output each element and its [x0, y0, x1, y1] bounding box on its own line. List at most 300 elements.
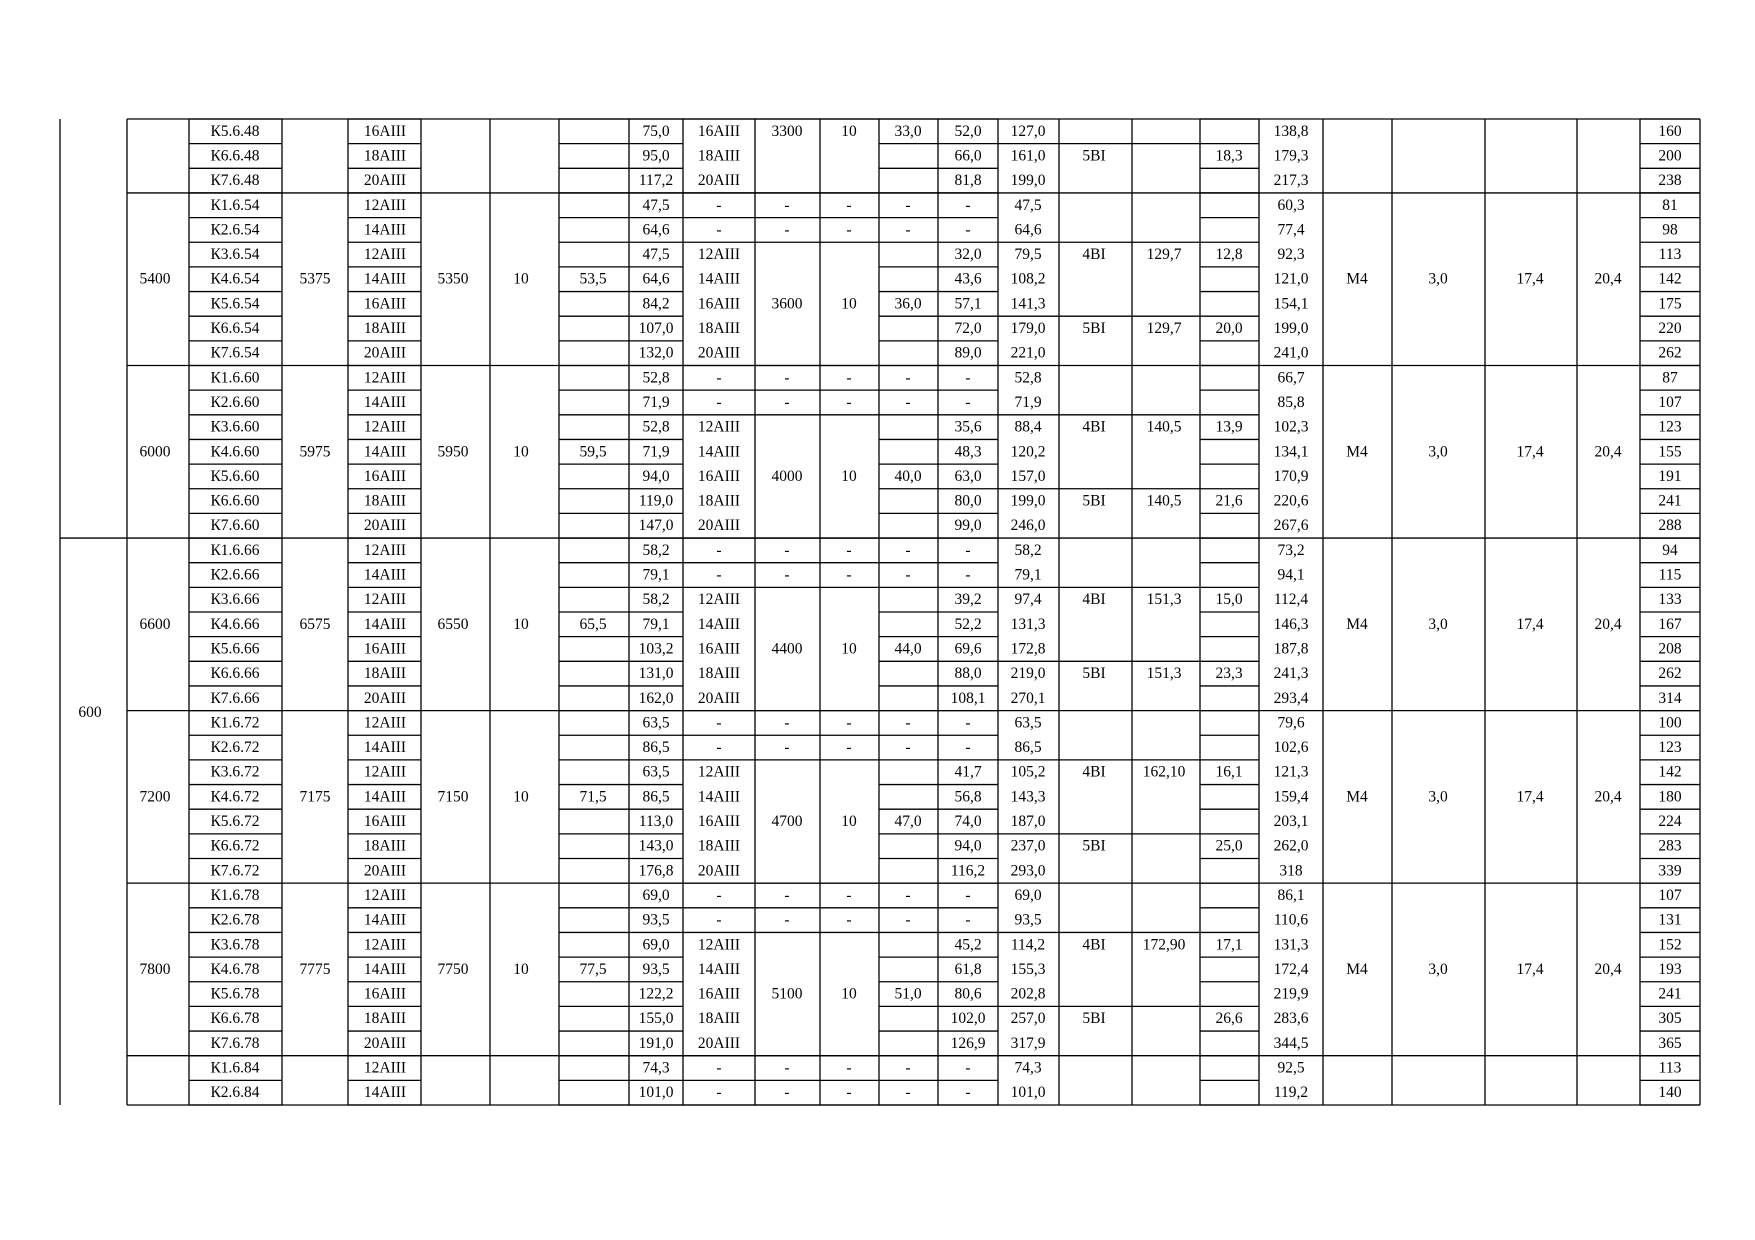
value-cell-c12: 36,0 — [894, 295, 922, 313]
group-cell-c20: 17,4 — [1516, 443, 1544, 461]
group-cell-len: 7200 — [139, 788, 171, 806]
group-cell-c21: 20,4 — [1594, 960, 1622, 978]
value-cell-c11: - — [846, 221, 852, 239]
value-cell-c17: 262,0 — [1273, 837, 1309, 855]
value-cell-c22: 142 — [1658, 270, 1682, 288]
value-cell-c8: 93,5 — [642, 960, 670, 978]
group-cell-c7a: 10 — [513, 270, 529, 288]
value-cell-c8: 64,6 — [642, 221, 670, 239]
rebar-cell: 16АIII — [363, 985, 407, 1003]
product-mark-cell: К7.6.72 — [210, 862, 260, 880]
value-cell-c14: 179,0 — [1010, 320, 1046, 338]
value-cell-c13: - — [965, 369, 971, 387]
value-cell-c10: 3600 — [771, 295, 803, 313]
value-cell-c17: 121,0 — [1273, 270, 1309, 288]
value-cell-c8: 122,2 — [638, 985, 674, 1003]
product-mark-cell: К2.6.66 — [210, 566, 260, 584]
rebar-cell: 14АIII — [363, 566, 407, 584]
value-cell-c16: 129,7 — [1146, 320, 1182, 338]
group-cell-len: 5400 — [139, 270, 171, 288]
value-cell-c8: 94,0 — [642, 467, 670, 485]
group-cell-c20: 17,4 — [1516, 270, 1544, 288]
value-cell-c10: - — [784, 196, 790, 214]
value-cell-c8: 63,5 — [642, 763, 670, 781]
value-cell-c17: 203,1 — [1273, 813, 1309, 831]
value-cell-c22: 131 — [1658, 911, 1682, 929]
rebar-cell: 14АIII — [363, 443, 407, 461]
value-cell-c8: 71,9 — [642, 443, 670, 461]
value-cell-c13: 48,3 — [954, 443, 982, 461]
value-cell-c11: - — [846, 1084, 852, 1102]
value-cell-c16: 172,90 — [1142, 936, 1186, 954]
value-cell-c17: 219,9 — [1273, 985, 1309, 1003]
group-cell-c18: М4 — [1346, 960, 1368, 978]
value-cell-c8: 79,1 — [642, 566, 670, 584]
value-cell-c9: 20АIII — [697, 689, 741, 707]
value-cell-c9: 14АIII — [697, 788, 741, 806]
product-mark-cell: К2.6.60 — [210, 393, 260, 411]
value-cell-c11: - — [846, 566, 852, 584]
group-cell-c19: 3,0 — [1428, 788, 1448, 806]
value-cell-c16b: 25,0 — [1215, 837, 1243, 855]
value-cell-c14: 52,8 — [1014, 369, 1042, 387]
group-cell-c18: М4 — [1346, 443, 1368, 461]
value-cell-c17: 60,3 — [1277, 196, 1305, 214]
value-cell-c22: 305 — [1658, 1010, 1682, 1028]
value-cell-c13: 45,2 — [954, 936, 982, 954]
value-cell-c17: 344,5 — [1273, 1034, 1309, 1052]
value-cell-c22: 140 — [1658, 1084, 1682, 1102]
value-cell-c17: 92,5 — [1277, 1059, 1305, 1077]
group-cell-c7b: 77,5 — [579, 960, 607, 978]
value-cell-c17: 77,4 — [1277, 221, 1305, 239]
value-cell-c22: 193 — [1658, 960, 1682, 978]
value-cell-c8: 58,2 — [642, 591, 670, 609]
value-cell-c14: 143,3 — [1010, 788, 1046, 806]
product-mark-cell: К5.6.78 — [210, 985, 260, 1003]
value-cell-c14: 64,6 — [1014, 221, 1042, 239]
value-cell-c13: 89,0 — [954, 344, 982, 362]
value-cell-c9: 18АIII — [697, 492, 741, 510]
value-cell-c13: - — [965, 566, 971, 584]
value-cell-c10: - — [784, 221, 790, 239]
value-cell-c12: - — [905, 886, 911, 904]
value-cell-c17: 267,6 — [1273, 517, 1309, 535]
value-cell-c8: 69,0 — [642, 886, 670, 904]
value-cell-c10: - — [784, 566, 790, 584]
product-mark-cell: К1.6.60 — [210, 369, 260, 387]
rebar-cell: 12АIII — [363, 541, 407, 559]
value-cell-c11: - — [846, 393, 852, 411]
product-mark-cell: К6.6.72 — [210, 837, 260, 855]
value-cell-c13: 80,6 — [954, 985, 982, 1003]
rebar-cell: 14АIII — [363, 739, 407, 757]
group-cell-c6: 6550 — [437, 615, 469, 633]
group-cell-c6: 7150 — [437, 788, 469, 806]
product-mark-cell: К4.6.78 — [210, 960, 260, 978]
group-cell-c4: 5375 — [299, 270, 331, 288]
value-cell-c14: 293,0 — [1010, 862, 1046, 880]
value-cell-c15: 5ВI — [1082, 147, 1106, 165]
value-cell-c9: 14АIII — [697, 615, 741, 633]
value-cell-c14: 97,4 — [1014, 591, 1042, 609]
value-cell-c13: 41,7 — [954, 763, 982, 781]
rebar-cell: 16АIII — [363, 467, 407, 485]
value-cell-c16b: 16,1 — [1215, 763, 1243, 781]
value-cell-c15: 4ВI — [1082, 591, 1106, 609]
group-cell-c7b: 65,5 — [579, 615, 607, 633]
value-cell-c14: 131,3 — [1010, 615, 1046, 633]
value-cell-c17: 112,4 — [1273, 591, 1309, 609]
value-cell-c16b: 15,0 — [1215, 591, 1243, 609]
group-cell-c7b: 71,5 — [579, 788, 607, 806]
value-cell-c17: 170,9 — [1273, 467, 1309, 485]
value-cell-c13: 74,0 — [954, 813, 982, 831]
value-cell-c17: 283,6 — [1273, 1010, 1309, 1028]
value-cell-c8: 103,2 — [638, 640, 674, 658]
value-cell-c13: - — [965, 886, 971, 904]
product-mark-cell: К2.6.54 — [210, 221, 260, 239]
value-cell-c14: 114,2 — [1010, 936, 1046, 954]
value-cell-c17: 146,3 — [1273, 615, 1309, 633]
value-cell-c11: 10 — [841, 640, 857, 658]
value-cell-c13: 61,8 — [954, 960, 982, 978]
value-cell-c10: - — [784, 541, 790, 559]
value-cell-c17: 121,3 — [1273, 763, 1309, 781]
rebar-cell: 14АIII — [363, 1084, 407, 1102]
value-cell-c16b: 18,3 — [1215, 147, 1243, 165]
value-cell-c14: 74,3 — [1014, 1059, 1042, 1077]
value-cell-c8: 79,1 — [642, 615, 670, 633]
value-cell-c9: 16АIII — [697, 985, 741, 1003]
group-cell-c7a: 10 — [513, 788, 529, 806]
value-cell-c17: 241,0 — [1273, 344, 1309, 362]
value-cell-c10: 3300 — [771, 122, 803, 140]
value-cell-c22: 160 — [1658, 122, 1682, 140]
value-cell-c14: 172,8 — [1010, 640, 1046, 658]
value-cell-c10: 5100 — [771, 985, 803, 1003]
value-cell-c17: 66,7 — [1277, 369, 1305, 387]
value-cell-c12: 51,0 — [894, 985, 922, 1003]
value-cell-c22: 123 — [1658, 418, 1682, 436]
rebar-cell: 14АIII — [363, 960, 407, 978]
value-cell-c22: 113 — [1658, 246, 1682, 264]
group-cell-c6: 5350 — [437, 270, 469, 288]
group-cell-c21: 20,4 — [1594, 788, 1622, 806]
value-cell-c14: 58,2 — [1014, 541, 1042, 559]
value-cell-c17: 73,2 — [1277, 541, 1305, 559]
table-grid-lines — [60, 119, 1700, 1105]
value-cell-c8: 64,6 — [642, 270, 670, 288]
value-cell-c9: - — [716, 714, 722, 732]
value-cell-c13: 94,0 — [954, 837, 982, 855]
value-cell-c12: - — [905, 196, 911, 214]
value-cell-c13: 116,2 — [950, 862, 986, 880]
value-cell-c11: 10 — [841, 122, 857, 140]
value-cell-c16: 140,5 — [1146, 418, 1182, 436]
value-cell-c22: 283 — [1658, 837, 1682, 855]
value-cell-c13: 43,6 — [954, 270, 982, 288]
value-cell-c22: 81 — [1662, 196, 1678, 214]
value-cell-c22: 191 — [1658, 467, 1682, 485]
group-cell-c20: 17,4 — [1516, 960, 1544, 978]
value-cell-c22: 220 — [1658, 320, 1682, 338]
value-cell-c22: 167 — [1658, 615, 1682, 633]
rebar-cell: 18АIII — [363, 1010, 407, 1028]
value-cell-c17: 94,1 — [1277, 566, 1305, 584]
value-cell-c9: - — [716, 393, 722, 411]
group-cell-c6: 7750 — [437, 960, 469, 978]
product-mark-cell: К6.6.78 — [210, 1010, 260, 1028]
group-cell-c18: М4 — [1346, 615, 1368, 633]
value-cell-c14: 199,0 — [1010, 172, 1046, 190]
value-cell-c12: 44,0 — [894, 640, 922, 658]
value-cell-c12: - — [905, 369, 911, 387]
product-mark-cell: К1.6.78 — [210, 886, 260, 904]
value-cell-c14: 69,0 — [1014, 886, 1042, 904]
rebar-cell: 12АIII — [363, 886, 407, 904]
rebar-cell: 20АIII — [363, 862, 407, 880]
product-mark-cell: К5.6.54 — [210, 295, 260, 313]
value-cell-c9: - — [716, 196, 722, 214]
product-mark-cell: К1.6.84 — [210, 1059, 260, 1077]
value-cell-c17: 79,6 — [1277, 714, 1305, 732]
rebar-cell: 14АIII — [363, 393, 407, 411]
value-cell-c9: 14АIII — [697, 443, 741, 461]
value-cell-c13: - — [965, 1059, 971, 1077]
value-cell-c9: 16АIII — [697, 813, 741, 831]
value-cell-c17: 172,4 — [1273, 960, 1309, 978]
value-cell-c8: 86,5 — [642, 739, 670, 757]
value-cell-c9: 12АIII — [697, 936, 741, 954]
value-cell-c9: - — [716, 221, 722, 239]
group-cell-c21: 20,4 — [1594, 615, 1622, 633]
value-cell-c22: 241 — [1658, 492, 1682, 510]
value-cell-c16b: 21,6 — [1215, 492, 1243, 510]
value-cell-c17: 217,3 — [1273, 172, 1309, 190]
value-cell-c22: 98 — [1662, 221, 1678, 239]
value-cell-c14: 120,2 — [1010, 443, 1046, 461]
product-mark-cell: К4.6.60 — [210, 443, 260, 461]
value-cell-c22: 314 — [1658, 689, 1682, 707]
value-cell-c9: 20АIII — [697, 517, 741, 535]
value-cell-c8: 176,8 — [638, 862, 674, 880]
value-cell-c14: 93,5 — [1014, 911, 1042, 929]
value-cell-c22: 365 — [1658, 1034, 1682, 1052]
value-cell-c14: 202,8 — [1010, 985, 1046, 1003]
product-mark-cell: К2.6.78 — [210, 911, 260, 929]
value-cell-c14: 155,3 — [1010, 960, 1046, 978]
value-cell-c12: - — [905, 911, 911, 929]
value-cell-c15: 4ВI — [1082, 936, 1106, 954]
product-mark-cell: К3.6.78 — [210, 936, 260, 954]
value-cell-c8: 47,5 — [642, 246, 670, 264]
value-cell-c11: - — [846, 1059, 852, 1077]
value-cell-c14: 246,0 — [1010, 517, 1046, 535]
value-cell-c10: - — [784, 714, 790, 732]
value-cell-c14: 71,9 — [1014, 393, 1042, 411]
value-cell-c15: 5ВI — [1082, 837, 1106, 855]
product-mark-cell: К7.6.60 — [210, 517, 260, 535]
value-cell-c11: - — [846, 196, 852, 214]
value-cell-c14: 127,0 — [1010, 122, 1046, 140]
value-cell-c16: 151,3 — [1146, 591, 1182, 609]
value-cell-c13: 52,2 — [954, 615, 982, 633]
value-cell-c11: - — [846, 714, 852, 732]
value-cell-c14: 79,1 — [1014, 566, 1042, 584]
value-cell-c11: - — [846, 369, 852, 387]
rebar-cell: 12АIII — [363, 369, 407, 387]
value-cell-c17: 131,3 — [1273, 936, 1309, 954]
value-cell-c11: 10 — [841, 467, 857, 485]
value-cell-c17: 134,1 — [1273, 443, 1309, 461]
value-cell-c8: 143,0 — [638, 837, 674, 855]
value-cell-c9: 18АIII — [697, 320, 741, 338]
group-cell-c4: 5975 — [299, 443, 331, 461]
value-cell-c9: 16АIII — [697, 122, 741, 140]
value-cell-c22: 241 — [1658, 985, 1682, 1003]
value-cell-c13: 52,0 — [954, 122, 982, 140]
value-cell-c13: 99,0 — [954, 517, 982, 535]
rebar-cell: 14АIII — [363, 615, 407, 633]
group-cell-c20: 17,4 — [1516, 615, 1544, 633]
rebar-cell: 18АIII — [363, 665, 407, 683]
value-cell-c9: - — [716, 1059, 722, 1077]
value-cell-c12: - — [905, 714, 911, 732]
group-cell-c19: 3,0 — [1428, 960, 1448, 978]
group-cell-c19: 3,0 — [1428, 443, 1448, 461]
value-cell-c17: 86,1 — [1277, 886, 1305, 904]
value-cell-c10: - — [784, 739, 790, 757]
rebar-cell: 12АIII — [363, 763, 407, 781]
value-cell-c10: 4400 — [771, 640, 803, 658]
value-cell-c16b: 20,0 — [1215, 320, 1243, 338]
value-cell-c14: 105,2 — [1010, 763, 1046, 781]
value-cell-c22: 200 — [1658, 147, 1682, 165]
group-cell-c20: 17,4 — [1516, 788, 1544, 806]
value-cell-c13: - — [965, 911, 971, 929]
value-cell-c13: 69,6 — [954, 640, 982, 658]
value-cell-c13: - — [965, 714, 971, 732]
value-cell-c15: 5ВI — [1082, 665, 1106, 683]
value-cell-c9: 12АIII — [697, 418, 741, 436]
rebar-cell: 18АIII — [363, 147, 407, 165]
value-cell-c8: 47,5 — [642, 196, 670, 214]
value-cell-c9: 20АIII — [697, 172, 741, 190]
value-cell-c9: 12АIII — [697, 763, 741, 781]
value-cell-c14: 79,5 — [1014, 246, 1042, 264]
value-cell-c9: 18АIII — [697, 147, 741, 165]
value-cell-c8: 131,0 — [638, 665, 674, 683]
value-cell-c8: 74,3 — [642, 1059, 670, 1077]
product-mark-cell: К4.6.54 — [210, 270, 260, 288]
value-cell-c13: 57,1 — [954, 295, 982, 313]
rebar-cell: 20АIII — [363, 344, 407, 362]
value-cell-c8: 162,0 — [638, 689, 674, 707]
value-cell-c16b: 13,9 — [1215, 418, 1243, 436]
value-cell-c14: 187,0 — [1010, 813, 1046, 831]
group-cell-c7a: 10 — [513, 615, 529, 633]
value-cell-c8: 101,0 — [638, 1084, 674, 1102]
value-cell-c13: 32,0 — [954, 246, 982, 264]
value-cell-c11: - — [846, 911, 852, 929]
value-cell-c22: 142 — [1658, 763, 1682, 781]
product-mark-cell: К1.6.54 — [210, 196, 260, 214]
value-cell-c22: 115 — [1658, 566, 1682, 584]
value-cell-c17: 318 — [1279, 862, 1303, 880]
value-cell-c8: 63,5 — [642, 714, 670, 732]
rebar-cell: 12АIII — [363, 418, 407, 436]
value-cell-c9: 12АIII — [697, 591, 741, 609]
value-cell-c13: 56,8 — [954, 788, 982, 806]
value-cell-c17: 102,6 — [1273, 739, 1309, 757]
value-cell-c22: 288 — [1658, 517, 1682, 535]
value-cell-c10: - — [784, 911, 790, 929]
group-cell-c19: 3,0 — [1428, 270, 1448, 288]
value-cell-c17: 92,3 — [1277, 246, 1305, 264]
rebar-cell: 20АIII — [363, 172, 407, 190]
value-cell-c17: 154,1 — [1273, 295, 1309, 313]
value-cell-c16: 151,3 — [1146, 665, 1182, 683]
group-cell-c7b: 59,5 — [579, 443, 607, 461]
value-cell-c10: 4000 — [771, 467, 803, 485]
value-cell-c14: 108,2 — [1010, 270, 1046, 288]
value-cell-c22: 238 — [1658, 172, 1682, 190]
value-cell-c12: - — [905, 1059, 911, 1077]
value-cell-c14: 257,0 — [1010, 1010, 1046, 1028]
value-cell-c9: - — [716, 369, 722, 387]
value-cell-c14: 199,0 — [1010, 492, 1046, 510]
product-mark-cell: К4.6.72 — [210, 788, 260, 806]
value-cell-c11: 10 — [841, 295, 857, 313]
value-cell-c8: 95,0 — [642, 147, 670, 165]
value-cell-c11: - — [846, 739, 852, 757]
value-cell-c9: 20АIII — [697, 1034, 741, 1052]
group-cell-c7a: 10 — [513, 443, 529, 461]
value-cell-c22: 123 — [1658, 739, 1682, 757]
group-cell-c21: 20,4 — [1594, 443, 1622, 461]
rebar-cell: 14АIII — [363, 788, 407, 806]
value-cell-c14: 317,9 — [1010, 1034, 1046, 1052]
value-cell-c16: 129,7 — [1146, 246, 1182, 264]
product-mark-cell: К6.6.60 — [210, 492, 260, 510]
value-cell-c9: 14АIII — [697, 960, 741, 978]
value-cell-c22: 133 — [1658, 591, 1682, 609]
value-cell-c8: 52,8 — [642, 418, 670, 436]
value-cell-c8: 113,0 — [638, 813, 674, 831]
value-cell-c17: 119,2 — [1273, 1084, 1309, 1102]
value-cell-c17: 220,6 — [1273, 492, 1309, 510]
value-cell-c8: 107,0 — [638, 320, 674, 338]
product-mark-cell: К7.6.66 — [210, 689, 260, 707]
rebar-cell: 12АIII — [363, 591, 407, 609]
value-cell-c14: 86,5 — [1014, 739, 1042, 757]
value-cell-c17: 179,3 — [1273, 147, 1309, 165]
product-mark-cell: К3.6.66 — [210, 591, 260, 609]
value-cell-c12: 33,0 — [894, 122, 922, 140]
value-cell-c8: 86,5 — [642, 788, 670, 806]
rebar-cell: 20АIII — [363, 1034, 407, 1052]
value-cell-c17: 187,8 — [1273, 640, 1309, 658]
value-cell-c10: - — [784, 1059, 790, 1077]
value-cell-c22: 94 — [1662, 541, 1678, 559]
value-cell-c12: - — [905, 566, 911, 584]
value-cell-c8: 58,2 — [642, 541, 670, 559]
product-mark-cell: К7.6.54 — [210, 344, 260, 362]
group-cell-c7a: 10 — [513, 960, 529, 978]
value-cell-c12: 47,0 — [894, 813, 922, 831]
value-cell-c13: - — [965, 393, 971, 411]
